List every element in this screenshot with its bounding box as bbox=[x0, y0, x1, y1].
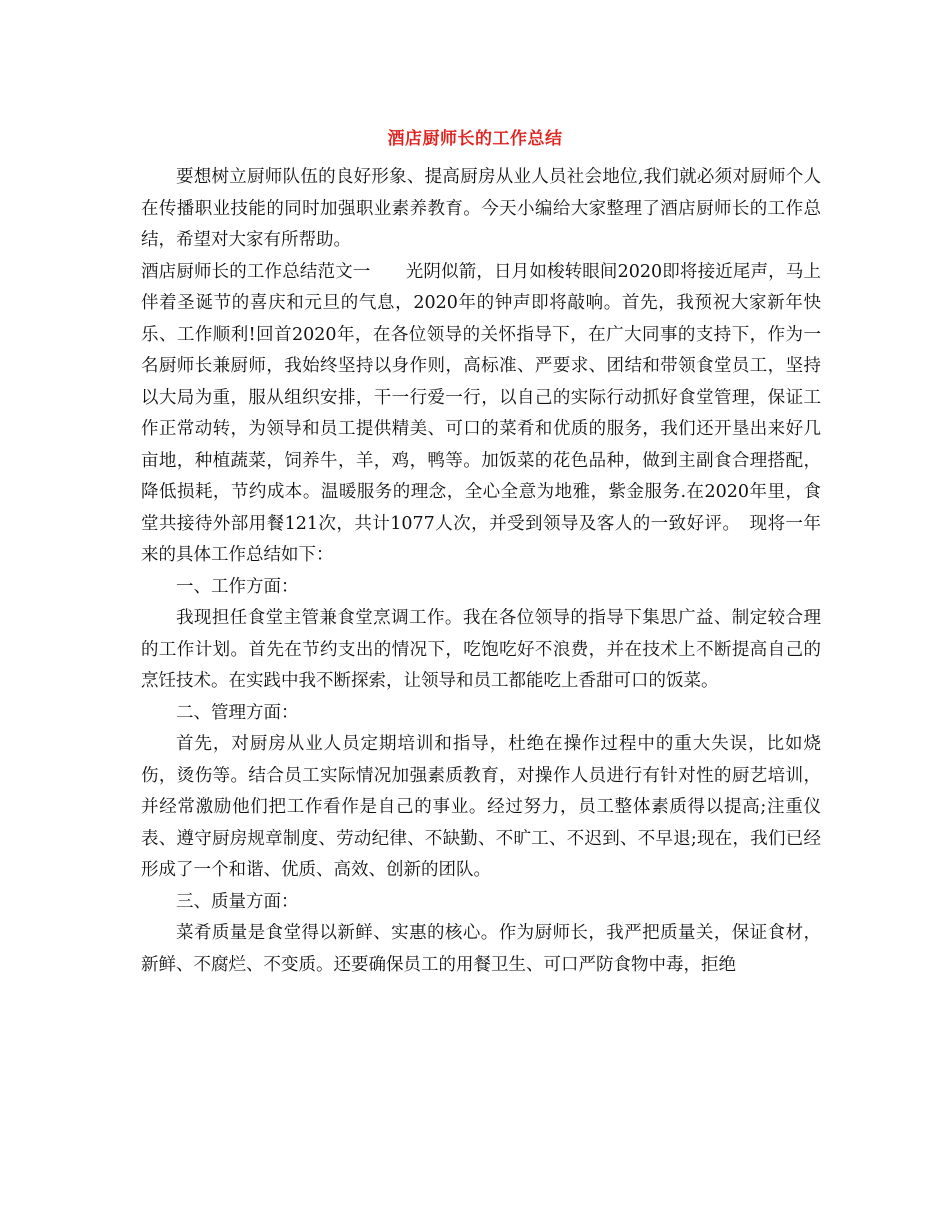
section-heading-work: 一、工作方面： bbox=[176, 576, 299, 597]
section-heading-quality: 三、质量方面： bbox=[176, 891, 299, 912]
intro-paragraph: 要想树立厨师队伍的良好形象、提高厨房从业人员社会地位,我们就必须对厨师个人在传播职业技能的同时加强职业素养教育。今天小编给大家整理了酒店厨师长的工作总结，希望对大家有所帮助。 bbox=[141, 167, 821, 250]
sample-essay-paragraph: 酒店厨师长的工作总结范文一 光阴似箭，日月如梭转眼间2020即将接近尾声，马上伴着圣诞节的喜庆和元旦的气息，2020年的钟声即将敲响。首先，我预祝大家新年快乐、工作顺利!回首2020年，在各位领导的关怀指导下，在广大同事的支持下，作为一名厨师长兼厨师，我始终坚持以身作则，高标准、严要求、团结和带领食堂员工，坚持以大局为重，服从组织安排，干一行爱一行，以自己的实际行动抓好食堂管理，保证工作正常动转，为领导和员工提供精美、可口的菜肴和优质的服务，我们还开垦出来好几亩地，种植蔬菜，饲养牛，羊，鸡，鸭等。加饭菜的花色品种，做到主副食合理搭配，降低损耗，节约成本。温暖服务的理念，全心全意为地雅，紫金服务.在2020年里，食堂共接待外部用餐121次，共计1077人次，并受到领导及客人的一致好评。 现将一年来的具体工作总结如下： bbox=[141, 261, 821, 565]
document-title: 酒店厨师长的工作总结 bbox=[387, 129, 563, 149]
section-heading-management: 二、管理方面： bbox=[176, 702, 299, 723]
management-paragraph: 首先，对厨房从业人员定期培训和指导，杜绝在操作过程中的重大失误，比如烧伤，烫伤等。结合员工实际情况加强素质教育，对操作人员进行有针对性的厨艺培训，并经常激励他们把工作看作是自己的事业。经过努力，员工整体素质得以提高;注重仪表、遵守厨房规章制度、劳动纪律、不缺勤、不旷工、不迟到、不早退;现在，我们已经形成了一个和谐、优质、高效、创新的团队。 bbox=[141, 734, 821, 880]
document-body bbox=[141, 162, 821, 981]
quality-paragraph: 菜肴质量是食堂得以新鲜、实惠的核心。作为厨师长，我严把质量关，保证食材，新鲜、不腐烂、不变质。还要确保员工的用餐卫生、可口严防食物中毒，拒绝 bbox=[141, 923, 821, 975]
work-paragraph: 我现担任食堂主管兼食堂烹调工作。我在各位领导的指导下集思广益、制定较合理的工作计划。首先在节约支出的情况下，吃饱吃好不浪费，并在技术上不断提高自己的烹饪技术。在实践中我不断探索，让领导和员工都能吃上香甜可口的饭菜。 bbox=[141, 608, 821, 691]
